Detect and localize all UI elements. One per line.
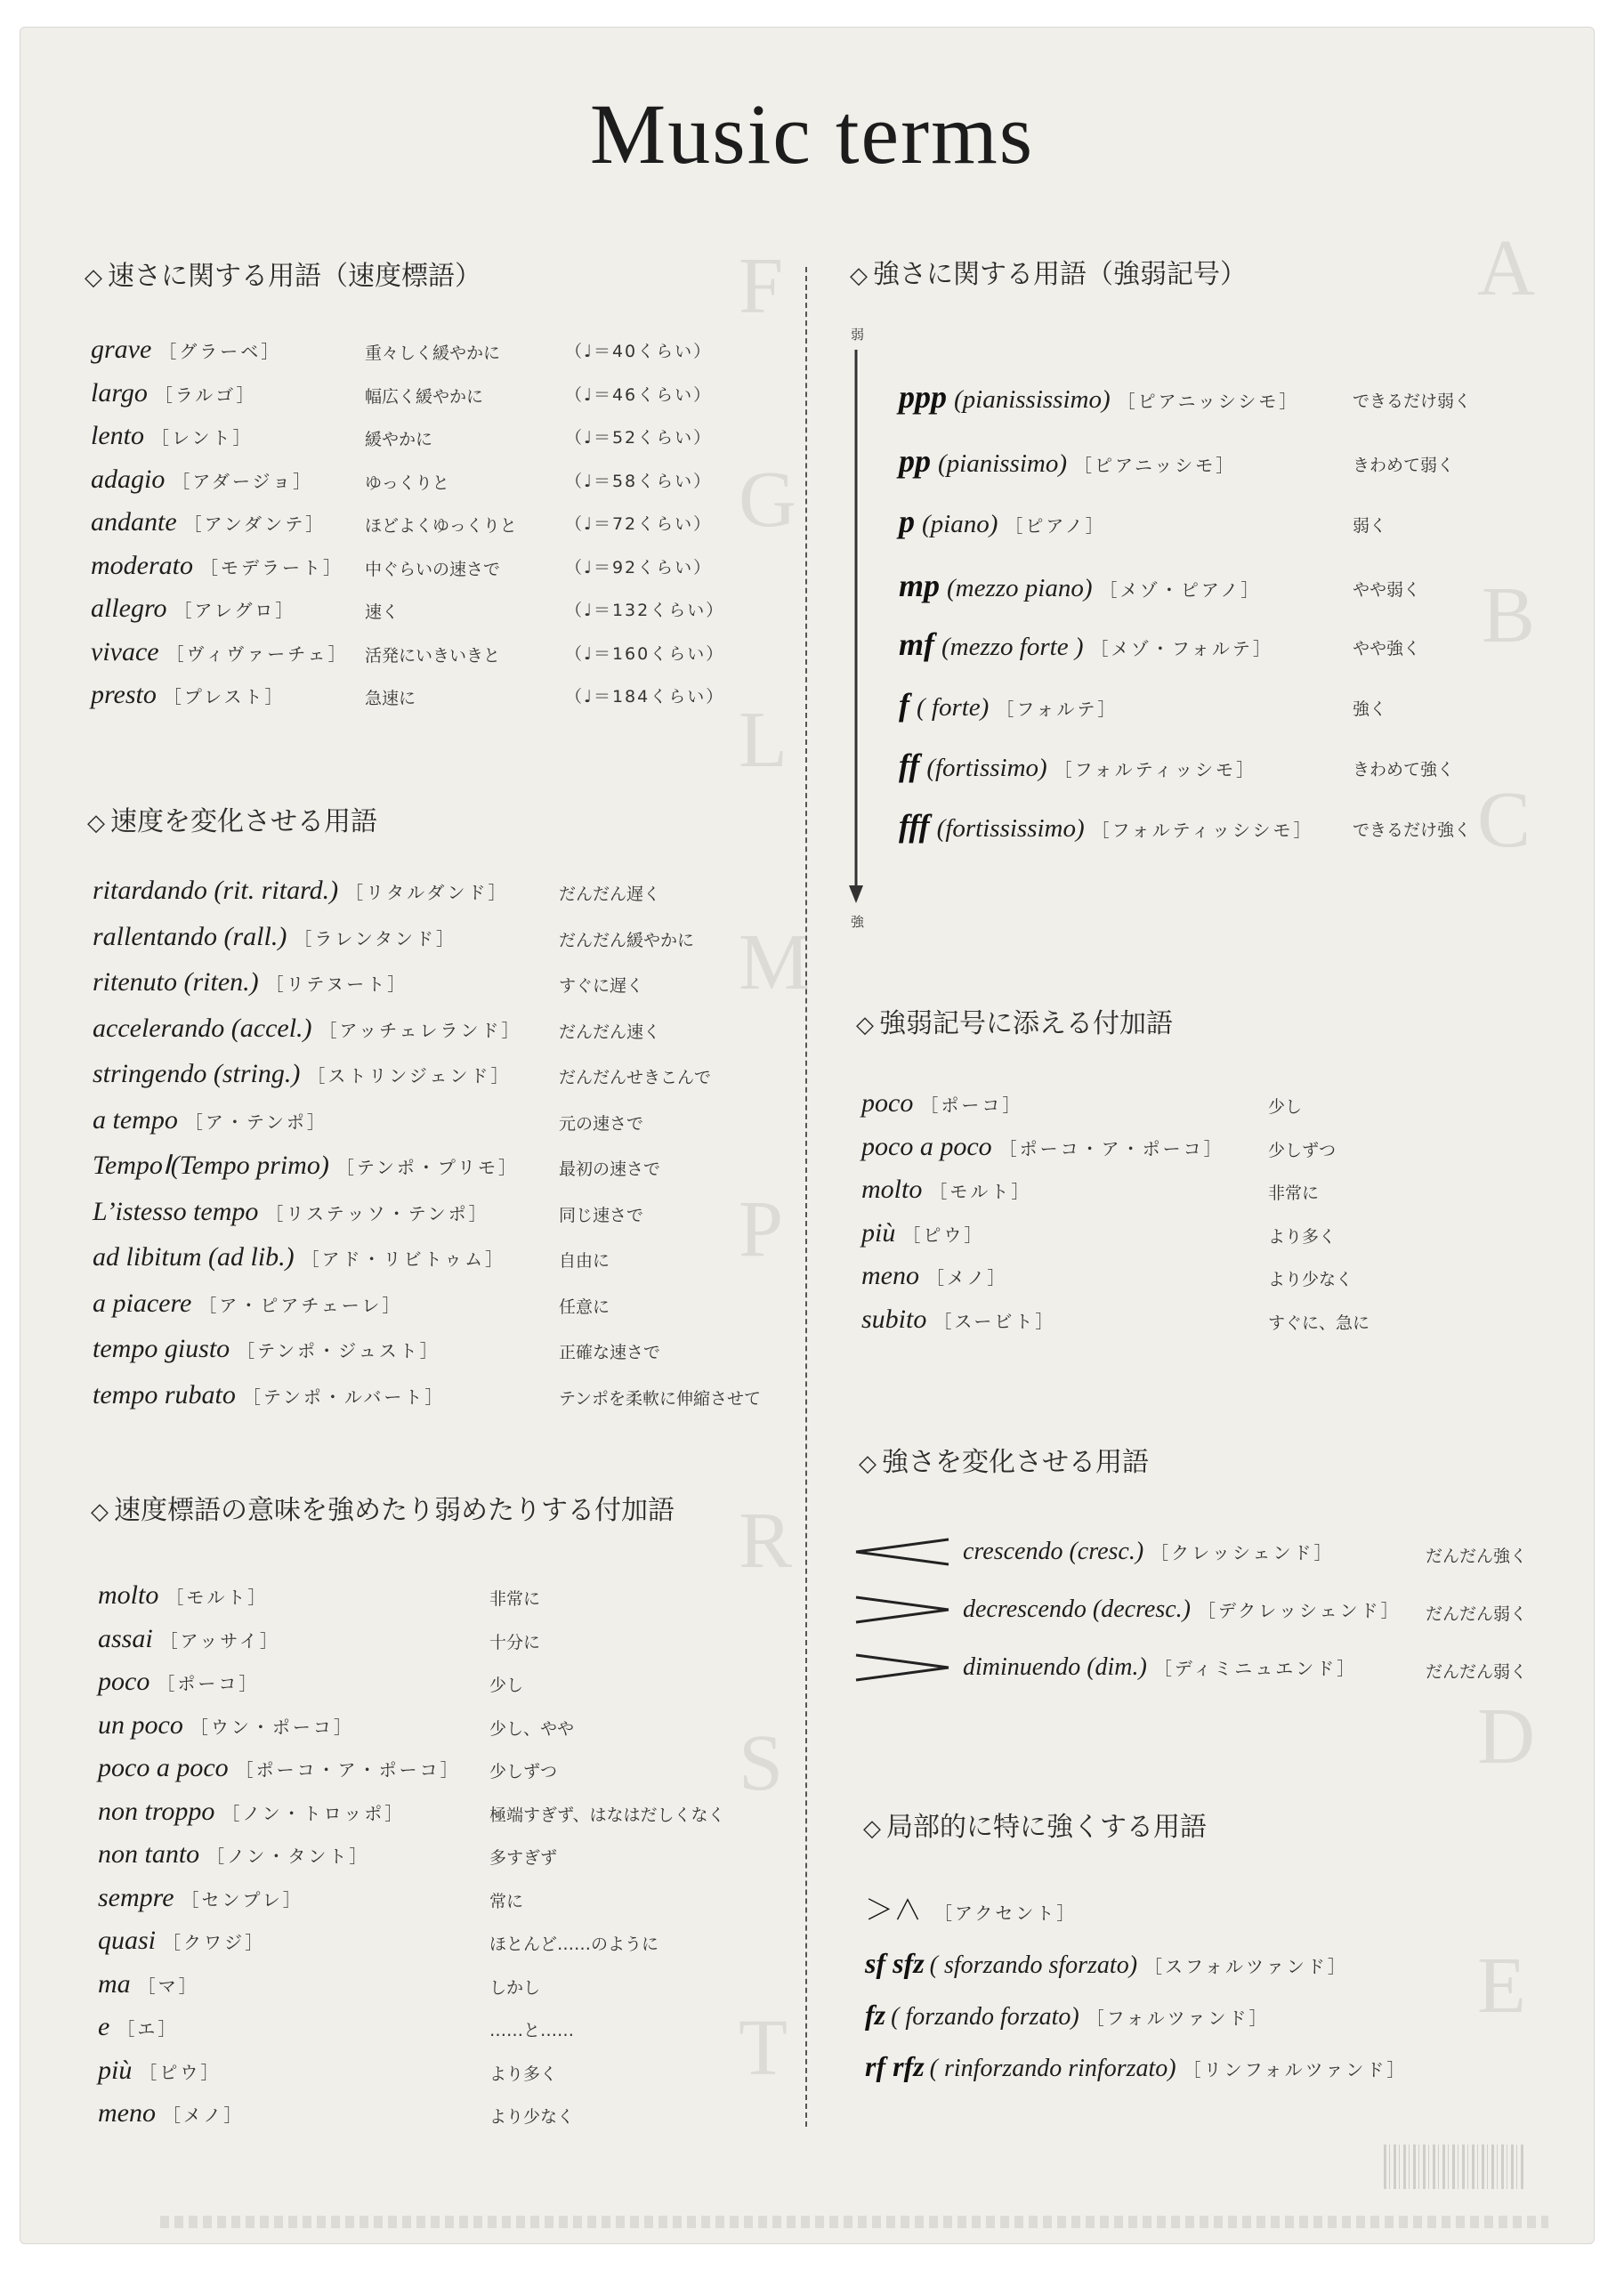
modifier-kana: ［アッサイ］ — [159, 1629, 280, 1652]
modifier-kana: ［ウン・ポーコ］ — [190, 1716, 354, 1738]
dyn-modifier-heading: ◇ 強弱記号に添える付加語 — [856, 1008, 1173, 1039]
tempo-change-term: a piacere — [93, 1288, 192, 1318]
modifier-term: non tanto — [98, 1839, 200, 1869]
accent-symbol: sf sfz — [865, 1947, 925, 1979]
dynamic-symbol: ppp — [899, 379, 947, 415]
tempo-meaning: 速く — [365, 602, 400, 622]
dynamic-name: (fortissimo) — [926, 754, 1047, 782]
tempo-change-kana: ［リタルダンド］ — [345, 882, 509, 903]
dyn-modifier-meaning: より少なく — [1268, 1270, 1353, 1289]
page-title: Music terms — [589, 86, 1035, 182]
dynamic-kana: ［メゾ・フォルテ］ — [1090, 638, 1273, 659]
tempo-change-meaning: 任意に — [559, 1297, 610, 1317]
modifier-row — [98, 2014, 178, 2040]
dyn-modifier-term: poco — [861, 1088, 914, 1118]
tempo-change-row — [93, 1336, 440, 1362]
dyn-change-kana: ［デクレッシェンド］ — [1198, 1600, 1402, 1621]
dyn-modifier-kana: ［ポーコ］ — [920, 1095, 1023, 1116]
ghost-letter: P — [739, 1185, 784, 1273]
dyn-change-term: crescendo (cresc.) — [963, 1538, 1144, 1565]
tempo-change-kana: ［ストリンジェンド］ — [307, 1065, 512, 1086]
crescendo-hairpin-icon — [854, 1534, 952, 1570]
dyn-change-kana: ［ディミニュエンド］ — [1153, 1658, 1358, 1679]
tempo-change-row — [93, 1104, 327, 1135]
diamond-icon: ◇ — [91, 1498, 109, 1525]
dyn-modifier-row — [861, 1306, 1055, 1333]
dynamics-row — [899, 445, 1236, 477]
tempo-change-row — [93, 1290, 402, 1317]
modifier-row — [98, 1668, 259, 1695]
accent-symbol: fz — [865, 1999, 886, 2031]
tempo-term: adagio — [91, 464, 166, 494]
modifier-row — [98, 1841, 369, 1868]
tempo-row — [91, 682, 286, 708]
axis-bottom-label: 強 — [851, 914, 865, 930]
modifier-kana: ［エ］ — [117, 2018, 179, 2040]
dynamics-row — [899, 749, 1256, 781]
dyn-modifier-term: meno — [861, 1261, 919, 1290]
tempo-kana: ［ラルゴ］ — [154, 384, 257, 406]
modifier-term: ma — [98, 1968, 131, 1999]
modifier-term: quasi — [98, 1926, 157, 1955]
accent-row — [865, 2052, 1407, 2081]
modifier-term: sempre — [98, 1882, 174, 1912]
tempo-meaning: 幅広く緩やかに — [365, 386, 484, 407]
barcode — [1384, 2145, 1526, 2189]
tempo-change-row — [93, 1015, 522, 1042]
tempo-change-meaning: だんだん速く — [559, 1022, 661, 1042]
dyn-modifier-meaning: より多く — [1268, 1226, 1337, 1247]
ghost-letter: E — [1477, 1942, 1526, 2030]
tempo-bpm: （♩＝58くらい） — [565, 471, 713, 491]
accent-row — [865, 1949, 1348, 1978]
dyn-modifier-kana: ［ポーコ・ア・ポーコ］ — [998, 1137, 1224, 1159]
dynamic-name: (pianississimo) — [954, 385, 1111, 414]
modifier-row — [98, 1623, 280, 1653]
diamond-icon: ◇ — [87, 810, 105, 836]
dyn-change-term: decrescendo (decresc.) — [963, 1595, 1192, 1623]
diamond-icon: ◇ — [859, 1450, 877, 1477]
modifier-row — [98, 1798, 405, 1825]
dynamics-row — [899, 689, 1118, 721]
modifier-row — [98, 1582, 268, 1609]
dynamic-name: (pianissimo) — [938, 449, 1067, 478]
dyn-change-term: diminuendo (dim.) — [963, 1653, 1147, 1681]
modifier-kana: ［ポーコ・ア・ポーコ］ — [235, 1759, 461, 1781]
ghost-letter: A — [1477, 224, 1535, 312]
accent-symbol: rf rfz — [865, 2050, 925, 2082]
dynamic-meaning: きわめて強く — [1353, 760, 1455, 780]
tempo-kana: ［グラーベ］ — [158, 341, 282, 362]
dynamic-meaning: できるだけ弱く — [1353, 392, 1472, 411]
tempo-change-kana: ［テンポ・ルバート］ — [242, 1385, 446, 1408]
dyn-modifier-term: poco a poco — [861, 1131, 992, 1161]
tempo-change-meaning: だんだん緩やかに — [559, 930, 695, 950]
modifier-term: poco a poco — [98, 1753, 229, 1782]
tempo-change-term: rallentando (rall.) — [93, 921, 287, 951]
tempo-meaning: ゆっくりと — [365, 473, 449, 493]
dynamic-symbol: ff — [899, 747, 920, 783]
modifier-row — [98, 2057, 221, 2084]
modifier-row — [98, 1882, 303, 1912]
tempo-row — [91, 509, 326, 536]
dynamic-kana: ［ピアノ］ — [1005, 515, 1106, 537]
modifier-term: meno — [98, 2098, 156, 2128]
tempo-kana: ［アダージョ］ — [172, 470, 314, 492]
ghost-letter: C — [1477, 776, 1531, 864]
tempo-change-term: ritardando (rit. ritard.) — [93, 876, 339, 905]
tempo-meaning: 急速に — [365, 689, 416, 708]
tempo-change-meaning: テンポを柔軟に伸縮させて — [559, 1388, 762, 1409]
dyn-modifier-term: subito — [861, 1304, 927, 1334]
tempo-change-term: accelerando (accel.) — [93, 1013, 312, 1043]
modifier-term: molto — [98, 1580, 159, 1610]
modifier-row — [98, 1755, 461, 1781]
dynamics-row — [899, 381, 1299, 413]
dynamics-row — [899, 570, 1261, 602]
dynamics-row — [899, 628, 1273, 660]
decrescendo-hairpin-icon — [854, 1650, 952, 1685]
dynamics-axis-arrow — [844, 325, 870, 930]
tempo-term: andante — [91, 507, 177, 537]
dyn-modifier-row — [861, 1090, 1022, 1117]
dynamic-kana: ［フォルティッシシモ］ — [1091, 820, 1314, 841]
dynamic-symbol: p — [899, 504, 915, 539]
tempo-change-meaning: だんだんせきこんで — [559, 1068, 712, 1087]
modifier-meaning: しかし — [489, 1977, 541, 1998]
modifier-meaning: ほとんど……のように — [489, 1935, 659, 1954]
tempo-kana: ［ヴィヴァーチェ］ — [166, 642, 349, 665]
modifier-term: e — [98, 2012, 110, 2041]
diamond-icon: ◇ — [850, 263, 868, 289]
dyn-modifier-meaning: すぐに、急に — [1268, 1313, 1370, 1333]
tempo-meaning: 緩やかに — [365, 430, 433, 449]
modifier-kana: ［モルト］ — [166, 1587, 269, 1608]
modifier-kana: ［ノン・タント］ — [206, 1846, 370, 1867]
dynamics-row — [899, 505, 1106, 537]
tempo-term: largo — [91, 377, 148, 408]
tempo-term: vivace — [91, 636, 159, 666]
dyn-change-meaning: だんだん強く — [1426, 1547, 1528, 1566]
accent-name: ( sforzando sforzato) — [929, 1951, 1138, 1979]
diamond-icon: ◇ — [856, 1012, 874, 1038]
tempo-bpm: （♩＝92くらい） — [565, 557, 713, 578]
dyn-modifier-meaning: 少しずつ — [1268, 1140, 1337, 1160]
modifier-row — [98, 1927, 265, 1954]
dyn-modifier-term: più — [861, 1217, 896, 1248]
tempo-change-meaning: 正確な速さで — [559, 1343, 661, 1362]
tempo-change-kana: ［ア・ピアチェーレ］ — [198, 1294, 403, 1316]
decrescendo-hairpin-icon — [854, 1592, 952, 1628]
modifier-term: poco — [98, 1667, 150, 1696]
accent-kana: ［スフォルツァンド］ — [1144, 1956, 1348, 1977]
modifier-term: un poco — [98, 1709, 183, 1740]
tempo-change-meaning: 元の速さで — [559, 1113, 644, 1134]
tempo-change-term: stringendo (string.) — [93, 1059, 301, 1088]
dynamic-kana: ［メゾ・ピアノ］ — [1099, 579, 1262, 601]
tempo-change-term: ritenuto (riten.) — [93, 967, 259, 997]
tempo-kana: ［アンダンテ］ — [183, 513, 327, 535]
tempo-bpm: （♩＝52くらい） — [565, 428, 713, 448]
tempo-term: grave — [91, 335, 152, 364]
diamond-icon: ◇ — [85, 264, 102, 291]
tempo-change-term: ad libitum (ad lib.) — [93, 1242, 295, 1272]
modifier-kana: ［ピウ］ — [139, 2061, 222, 2083]
modifier-term: assai — [98, 1623, 153, 1653]
dyn-modifier-kana: ［モルト］ — [929, 1181, 1032, 1202]
tempo-bpm: （♩＝72くらい） — [565, 514, 713, 534]
dynamic-symbol: pp — [899, 443, 931, 479]
dyn-change-row — [963, 1539, 1335, 1564]
dyn-modifier-kana: ［スービト］ — [933, 1310, 1056, 1332]
dynamics-heading: ◇ 強さに関する用語（強弱記号） — [850, 259, 1247, 290]
tempo-change-meaning: 同じ速さで — [559, 1205, 644, 1225]
dynamic-name: (mezzo piano) — [947, 574, 1093, 602]
accent-name: ( forzando forzato) — [891, 2003, 1079, 2031]
tempo-change-heading: ◇ 速度を変化させる用語 — [87, 806, 377, 837]
modifier-term: non troppo — [98, 1796, 215, 1826]
tempo-change-meaning: 自由に — [559, 1251, 610, 1271]
modifier-kana: ［ポーコ］ — [157, 1673, 260, 1694]
tempo-change-term: a tempo — [93, 1104, 178, 1135]
dyn-modifier-term: molto — [861, 1175, 923, 1204]
modifier-term: più — [98, 2055, 133, 2085]
column-divider — [805, 267, 807, 2127]
modifier-meaning: 非常に — [489, 1589, 541, 1609]
dynamic-meaning: きわめて弱く — [1353, 456, 1455, 475]
ghost-letter: S — [739, 1719, 784, 1807]
tempo-change-kana: ［テンポ・ジュスト］ — [237, 1340, 440, 1361]
tempo-change-kana: ［アッチェレランド］ — [319, 1019, 522, 1041]
dynamic-symbol: mp — [899, 568, 941, 603]
dyn-change-row — [963, 1597, 1402, 1622]
tempo-change-kana: ［アド・リビトゥム］ — [301, 1248, 506, 1270]
modifier-kana: ［ノン・トロッポ］ — [222, 1802, 406, 1824]
modifier-row — [98, 1709, 354, 1740]
ghost-letter: B — [1482, 571, 1536, 659]
tempo-change-row — [93, 1379, 446, 1410]
dyn-modifier-row — [861, 1217, 985, 1248]
tempo-row — [91, 595, 295, 622]
modifier-meaning: より少なく — [489, 2107, 575, 2127]
dynamic-name: (piano) — [922, 510, 998, 538]
dynamic-kana: ［フォルティッシモ］ — [1054, 759, 1257, 780]
ghost-letter: R — [739, 1497, 793, 1585]
accent-kana: ［アクセント］ — [934, 1902, 1078, 1924]
dyn-modifier-row — [861, 1131, 1224, 1161]
dynamic-meaning: やや弱く — [1353, 580, 1421, 600]
tempo-kana: ［プレスト］ — [163, 686, 286, 707]
dynamic-symbol: fff — [899, 808, 930, 844]
tempo-change-meaning: だんだん遅く — [559, 885, 661, 904]
tempo-change-kana: ［リテヌート］ — [265, 973, 408, 995]
dynamic-name: (mezzo forte ) — [941, 633, 1084, 661]
diamond-icon: ◇ — [863, 1815, 881, 1842]
modifier-kana: ［マ］ — [137, 1975, 199, 1997]
tempo-bpm: （♩＝40くらい） — [565, 342, 713, 361]
accent-symbol: ＞∧ — [865, 1894, 923, 1926]
tempo-change-kana: ［ラレンタンド］ — [294, 927, 457, 949]
dynamic-meaning: できるだけ強く — [1353, 820, 1472, 840]
modifier-meaning: 少しずつ — [489, 1762, 558, 1781]
tempo-row — [91, 377, 257, 408]
dynamics-row — [899, 810, 1314, 842]
tempo-bpm: （♩＝46くらい） — [565, 384, 713, 405]
dynamic-name: (fortississimo) — [936, 814, 1085, 843]
ghost-letter: F — [739, 242, 784, 330]
tempo-row — [91, 466, 313, 493]
tempo-row — [91, 636, 349, 666]
tempo-change-term: L’istesso tempo — [93, 1196, 259, 1226]
tempo-term: lento — [91, 421, 144, 450]
accent-kana: ［リンフォルツァンド］ — [1183, 2059, 1408, 2080]
dyn-change-meaning: だんだん弱く — [1426, 1662, 1528, 1682]
tempo-change-row — [93, 1061, 511, 1087]
dynamic-meaning: 弱く — [1353, 516, 1387, 536]
dyn-change-kana: ［クレッシェンド］ — [1151, 1542, 1335, 1563]
dyn-modifier-meaning: 非常に — [1268, 1183, 1320, 1203]
dynamic-meaning: 強く — [1353, 699, 1387, 719]
tempo-bpm: （♩＝132くらい） — [565, 601, 725, 620]
modifier-kana: ［センプレ］ — [181, 1888, 303, 1910]
tempo-change-row — [93, 1244, 505, 1271]
tempo-change-kana: ［テンポ・プリモ］ — [335, 1157, 520, 1178]
tempo-row — [91, 550, 343, 580]
tempo-change-row — [93, 969, 408, 996]
tempo-meaning: 中ぐらいの速さで — [365, 559, 501, 579]
tempo-change-meaning: 最初の速さで — [559, 1159, 661, 1179]
dynamic-kana: ［フォルテ］ — [996, 699, 1119, 720]
dynamic-kana: ［ピアニッシシモ］ — [1117, 391, 1300, 412]
modifier-meaning: 十分に — [489, 1632, 541, 1652]
tempo-heading: ◇ 速さに関する用語（速度標語） — [85, 261, 481, 292]
ghost-letter: T — [739, 2004, 788, 2092]
modifier-meaning: ……と…… — [489, 2021, 575, 2040]
tempo-change-meaning: すぐに遅く — [559, 976, 644, 996]
tempo-kana: ［モデラート］ — [200, 556, 343, 578]
dynamic-kana: ［ピアニッシモ］ — [1074, 455, 1237, 476]
tempo-meaning: 活発にいきいきと — [365, 645, 501, 666]
tempo-term: moderato — [91, 550, 193, 580]
tempo-bpm: （♩＝160くらい） — [565, 643, 725, 664]
tempo-change-row — [93, 1152, 519, 1179]
modifier-meaning: 多すぎず — [489, 1848, 558, 1868]
dynamic-symbol: f — [899, 687, 909, 723]
modifier-meaning: 極端すぎず、はなはだしくなく — [489, 1805, 725, 1825]
modifier-kana: ［クワジ］ — [163, 1932, 266, 1953]
modifier-meaning: より多く — [489, 2064, 558, 2084]
dyn-modifier-kana: ［ピウ］ — [902, 1224, 985, 1246]
modifier-row — [98, 1968, 199, 1999]
dynamic-symbol: mf — [899, 626, 934, 662]
dynamic-meaning: やや強く — [1353, 639, 1421, 658]
sheet-bottom-edge — [160, 2216, 1548, 2228]
modifier-meaning: 少し、やや — [489, 1718, 575, 1739]
accent-row — [865, 2000, 1270, 2030]
ghost-letter: M — [739, 918, 811, 1006]
dyn-change-row — [963, 1655, 1357, 1680]
tempo-meaning: 重々しく緩やかに — [365, 343, 501, 363]
modifier-meaning: 常に — [489, 1891, 524, 1911]
tempo-change-term: tempo rubato — [93, 1379, 236, 1410]
accent-heading: ◇ 局部的に特に強くする用語 — [863, 1812, 1207, 1843]
tempo-kana: ［アレグロ］ — [174, 600, 296, 621]
dyn-modifier-meaning: 少し — [1268, 1097, 1303, 1117]
dyn-change-heading: ◇ 強さを変化させる用語 — [859, 1447, 1149, 1478]
accent-row — [865, 1895, 1077, 1925]
tempo-change-row — [93, 877, 509, 904]
tempo-change-term: tempo giusto — [93, 1334, 230, 1363]
ghost-letter: D — [1477, 1692, 1535, 1781]
ghost-letter: L — [739, 696, 788, 784]
tempo-term: presto — [91, 680, 157, 709]
tempo-kana: ［レント］ — [151, 427, 254, 448]
tempo-term: allegro — [91, 594, 167, 623]
dyn-modifier-row — [861, 1176, 1031, 1203]
dynamic-name: ( forte) — [917, 693, 990, 722]
dyn-change-meaning: だんだん弱く — [1426, 1604, 1528, 1624]
accent-name: ( rinforzando rinforzato) — [929, 2055, 1176, 2082]
tempo-change-kana: ［リステッソ・テンポ］ — [265, 1202, 489, 1224]
tempo-change-row — [93, 1196, 489, 1226]
modifier-kana: ［メノ］ — [162, 2104, 245, 2126]
axis-top-label: 弱 — [851, 327, 865, 343]
dyn-modifier-row — [861, 1263, 1007, 1289]
modifier-meaning: 少し — [489, 1676, 524, 1695]
tempo-meaning: ほどよくゆっくりと — [365, 516, 517, 536]
tempo-change-term: TempoⅠ(Tempo primo) — [93, 1151, 329, 1180]
dyn-modifier-kana: ［メノ］ — [925, 1267, 1008, 1288]
tempo-change-kana: ［ア・テンポ］ — [184, 1111, 327, 1133]
tempo-row — [91, 336, 281, 363]
modifier-row — [98, 2100, 244, 2127]
modifier-heading: ◇ 速度標語の意味を強めたり弱めたりする付加語 — [91, 1495, 675, 1526]
ghost-letter: G — [739, 456, 796, 544]
tempo-row — [91, 423, 254, 449]
accent-kana: ［フォルツァンド］ — [1086, 2007, 1270, 2029]
tempo-bpm: （♩＝184くらい） — [565, 687, 725, 707]
tempo-change-row — [93, 921, 457, 951]
